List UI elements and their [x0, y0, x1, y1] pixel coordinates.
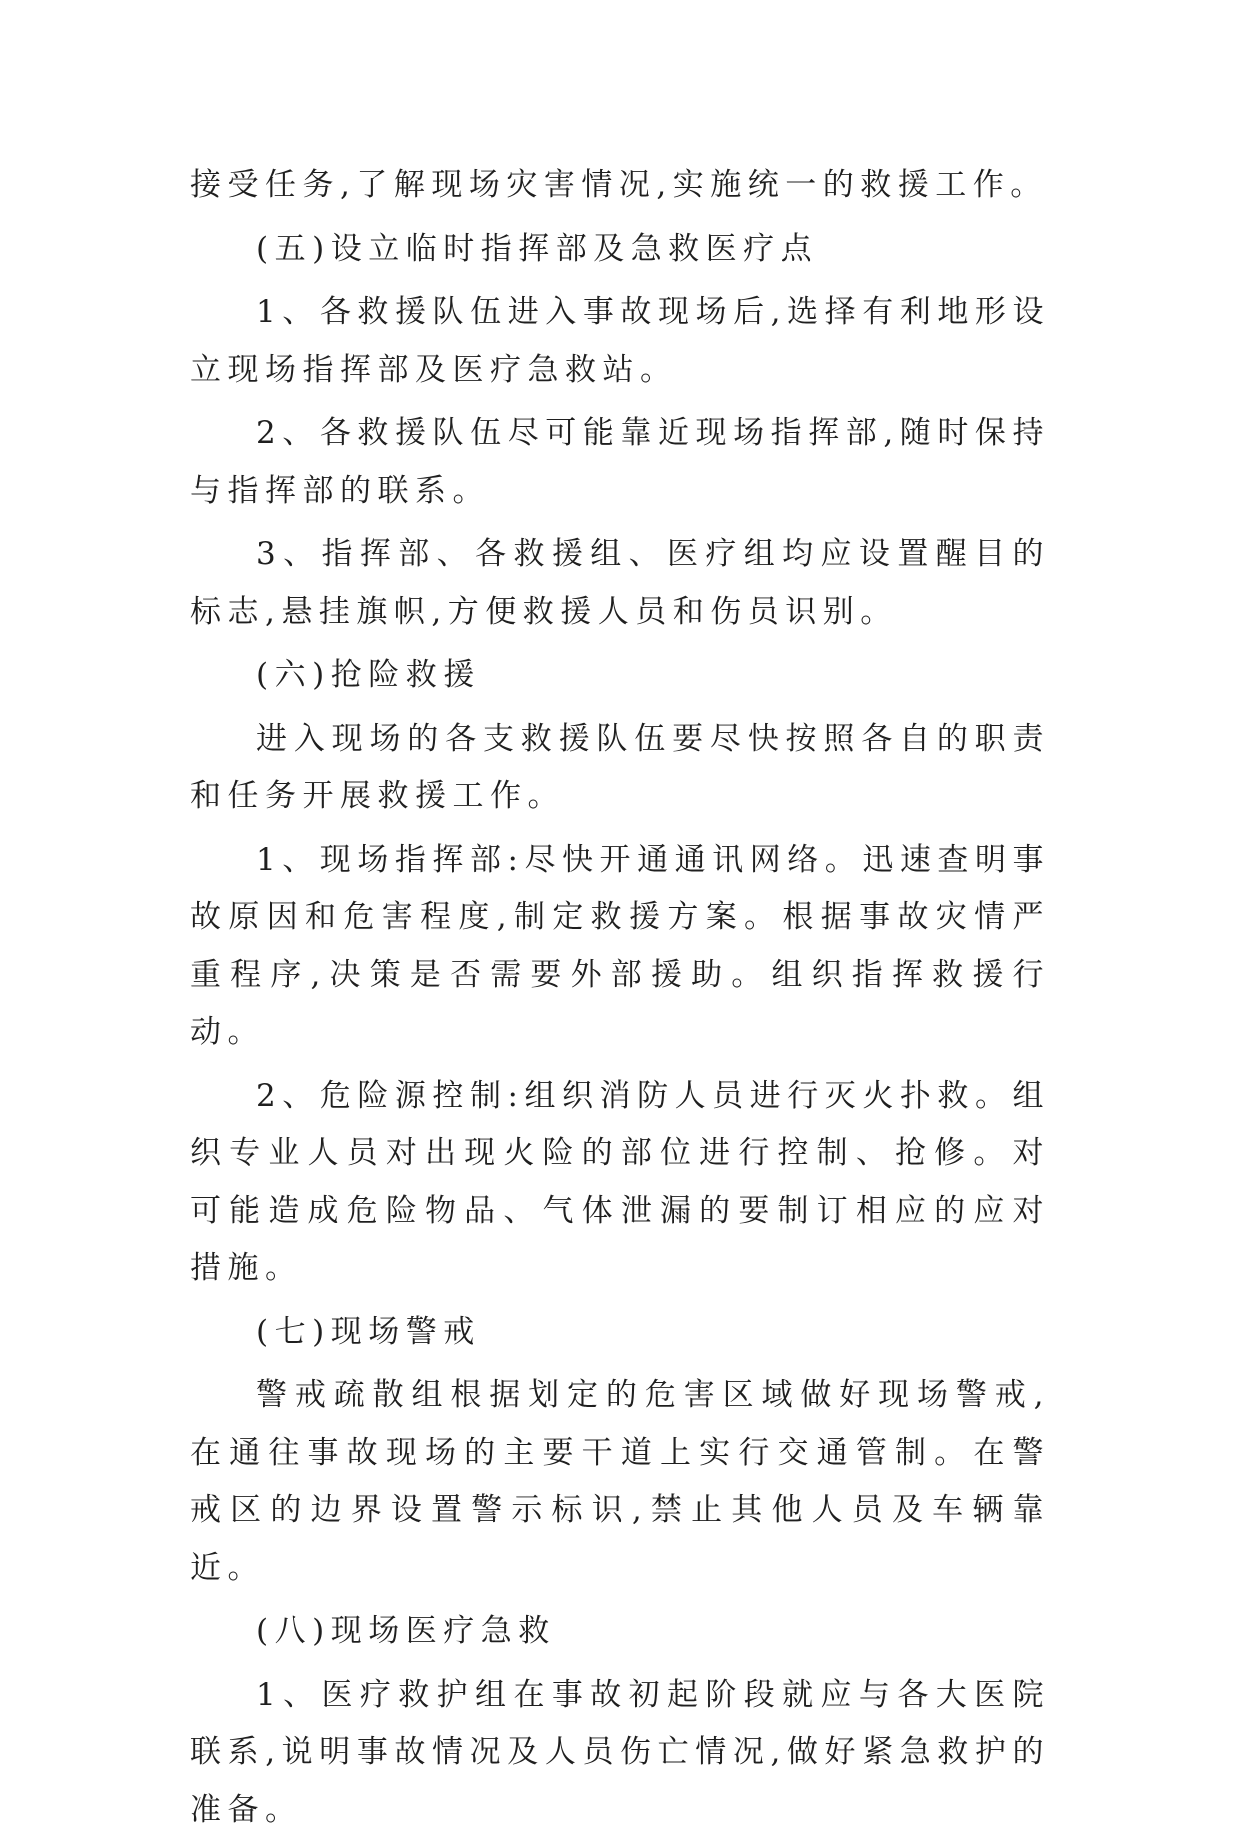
section-heading-7: (七)现场警戒 — [256, 1313, 481, 1350]
paragraph-item: 1、现场指挥部:尽快开通通讯网络。迅速查明事故原因和危害程度,制定救援方案。根据事故灾情严重程序,决策是否需要外部援助。组织指挥救援行动。 — [190, 841, 1050, 1050]
section-heading-5: (五)设立临时指挥部及急救医疗点 — [256, 230, 819, 267]
paragraph-item: 1、医疗救护组在事故初起阶段就应与各大医院联系,说明事故情况及人员伤亡情况,做好紧急救护的准备。 — [190, 1676, 1050, 1828]
paragraph-item: 警戒疏散组根据划定的危害区域做好现场警戒,在通往事故现场的主要干道上实行交通管制。在警戒区的边界设置警示标识,禁止其他人员及车辆靠近。 — [190, 1377, 1050, 1586]
document-body — [190, 157, 1050, 1845]
paragraph-item: 2、各救援队伍尽可能靠近现场指挥部,随时保持与指挥部的联系。 — [190, 415, 1050, 509]
paragraph-item: 3、指挥部、各救援组、医疗组均应设置醒目的标志,悬挂旗帜,方便救援人员和伤员识别。 — [190, 536, 1050, 630]
paragraph-item: 1、各救援队伍进入事故现场后,选择有利地形设立现场指挥部及医疗急救站。 — [190, 294, 1050, 388]
paragraph-continuation: 接受任务,了解现场灾害情况,实施统一的救援工作。 — [190, 167, 1048, 203]
section-heading-6: (六)抢险救援 — [256, 657, 481, 693]
paragraph-item: 进入现场的各支救援队伍要尽快按照各自的职责和任务开展救援工作。 — [190, 720, 1050, 814]
paragraph-item: 2、危险源控制:组织消防人员进行灭火扑救。组织专业人员对出现火险的部位进行控制、抢修。对可能造成危险物品、气体泄漏的要制订相应的应对措施。 — [190, 1077, 1050, 1286]
section-heading-8: (八)现场医疗急救 — [256, 1613, 556, 1649]
